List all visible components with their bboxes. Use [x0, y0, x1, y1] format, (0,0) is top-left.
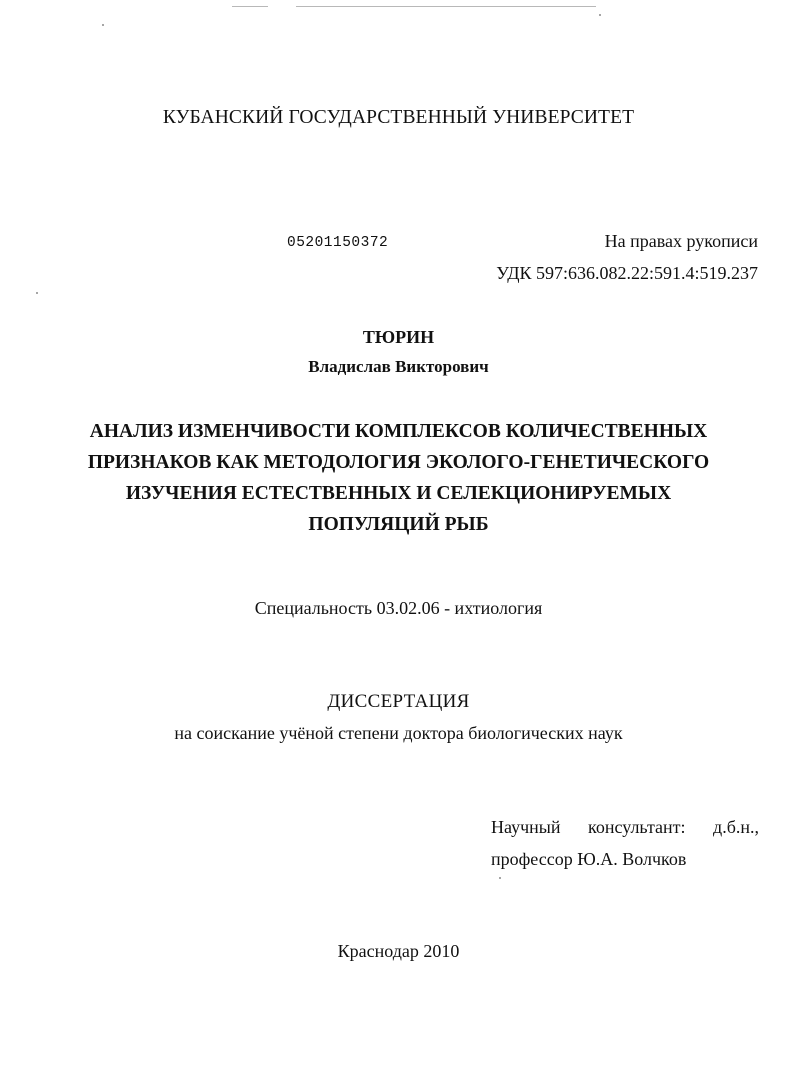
scan-artifact-line	[296, 6, 596, 7]
title-line-3: ИЗУЧЕНИЯ ЕСТЕСТВЕННЫХ И СЕЛЕКЦИОНИРУЕМЫХ	[125, 483, 672, 504]
consultant-role-word-2: консультант:	[588, 817, 686, 837]
manuscript-rights: На правах рукописи	[604, 231, 758, 251]
scan-artifact-line	[232, 6, 268, 7]
author-surname: ТЮРИН	[362, 327, 435, 347]
archive-code: 05201150372	[287, 235, 389, 251]
title-line-4: ПОПУЛЯЦИЙ РЫБ	[308, 514, 489, 535]
consultant-degree: д.б.н.,	[713, 817, 759, 837]
udk-code: УДК 597:636.082.22:591.4:519.237	[496, 263, 758, 283]
scan-artifact-speck	[599, 14, 601, 16]
title-line-2: ПРИЗНАКОВ КАК МЕТОДОЛОГИЯ ЭКОЛОГО-ГЕНЕТИЧЕСКОГО	[87, 452, 710, 473]
specialty: Специальность 03.02.06 - ихтиология	[254, 598, 543, 618]
scan-artifact-speck	[102, 24, 104, 26]
scan-artifact-speck	[36, 292, 38, 294]
work-type: ДИССЕРТАЦИЯ	[327, 691, 470, 712]
university-name: КУБАНСКИЙ ГОСУДАРСТВЕННЫЙ УНИВЕРСИТЕТ	[162, 107, 635, 128]
city-year: Краснодар 2010	[337, 941, 460, 961]
title-line-1: АНАЛИЗ ИЗМЕНЧИВОСТИ КОМПЛЕКСОВ КОЛИЧЕСТВЕННЫХ	[89, 421, 708, 442]
consultant-line	[491, 817, 759, 838]
dissertation-title	[0, 416, 797, 540]
author-given-names: Владислав Викторович	[308, 357, 489, 376]
consultant-name: профессор Ю.А. Волчков	[491, 849, 687, 869]
consultant-role-word-1: Научный	[491, 817, 561, 837]
degree-purpose: на соискание учёной степени доктора биологических наук	[174, 723, 623, 743]
scan-artifact-speck	[499, 877, 501, 879]
